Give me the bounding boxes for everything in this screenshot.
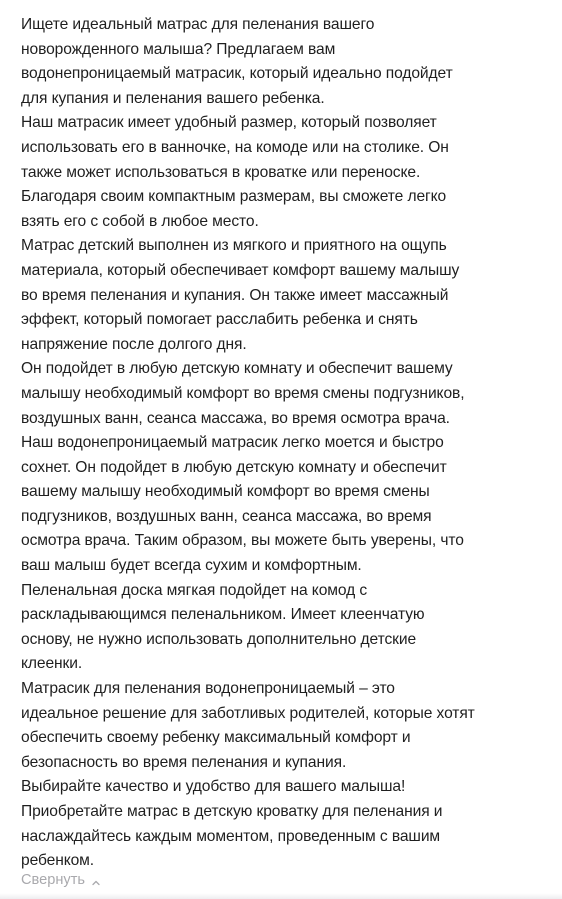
description-line: Благодаря своим компактным размерам, вы сможете легко bbox=[21, 188, 447, 206]
description-line: основу, не нужно использовать дополнительно детские bbox=[21, 630, 417, 648]
description-line: малышу необходимый комфорт во время смены подгузников, bbox=[21, 384, 465, 402]
description-line: Наш матрасик имеет удобный размер, который позволяет bbox=[21, 114, 437, 132]
description-line: Наш водонепроницаемый матрасик легко моется и быстро bbox=[21, 434, 444, 452]
description-line: ребенком. bbox=[21, 852, 95, 870]
description-line: также может использоваться в кроватке или переноске. bbox=[21, 163, 421, 181]
product-description bbox=[21, 13, 556, 874]
collapse-label: Свернуть bbox=[21, 872, 86, 888]
description-line: наслаждайтесь каждым моментом, проведенным с вашим bbox=[21, 827, 441, 845]
description-line: клеенки. bbox=[21, 655, 83, 673]
description-line: Приобретайте матрас в детскую кроватку для пеленания и bbox=[21, 803, 443, 820]
description-line: новорожденного малыша? Предлагаем вам bbox=[21, 40, 336, 58]
description-line: во время пеленания и купания. Он также имеет массажный bbox=[21, 286, 449, 304]
description-line: идеальное решение для заботливых родителей, которые хотят bbox=[21, 704, 475, 722]
description-line: Матрас детский выполнен из мягкого и приятного на ощупь bbox=[21, 237, 447, 255]
description-line: Ищете идеальный матрас для пеленания вашего bbox=[21, 16, 375, 33]
description-line: ваш малыш будет всегда сухим и комфортным. bbox=[21, 557, 362, 575]
description-line: безопасность во время пеленания и купания. bbox=[21, 753, 347, 771]
chevron-up-icon bbox=[91, 875, 101, 885]
description-line: сохнет. Он подойдет в любую детскую комнату и обеспечит bbox=[21, 458, 447, 476]
bottom-fade bbox=[0, 893, 562, 899]
description-line: обеспечить своему ребенку максимальный комфорт и bbox=[21, 729, 411, 747]
description-line: материала, который обеспечивает комфорт вашему малышу bbox=[21, 261, 460, 279]
description-line: осмотра врача. Таким образом, вы можете быть уверены, что bbox=[21, 532, 464, 550]
description-line: Пеленальная доска мягкая подойдет на комод с bbox=[21, 581, 368, 599]
description-line: раскладывающимся пеленальником. Имеет клеенчатую bbox=[21, 606, 425, 624]
description-line: Выбирайте качество и удобство для вашего малыша! bbox=[21, 778, 406, 796]
description-line: воздушных ванн, сеанса массажа, во время осмотра врача. bbox=[21, 409, 450, 427]
description-line: Матрасик для пеленания водонепроницаемый – это bbox=[21, 680, 395, 698]
description-line: эффект, который помогает расслабить ребенка и снять bbox=[21, 311, 418, 329]
description-line: вашему малышу необходимый комфорт во время смены bbox=[21, 483, 430, 501]
description-line: для купания и пеленания вашего ребенка. bbox=[21, 89, 325, 107]
description-line: водонепроницаемый матрасик, который идеально подойдет bbox=[21, 65, 453, 83]
description-line: подгузников, воздушных ванн, сеанса массажа, во время bbox=[21, 507, 432, 525]
description-line: взять его с собой в любое место. bbox=[21, 212, 259, 230]
collapse-button[interactable] bbox=[21, 872, 101, 888]
description-line: напряжение после долгого дня. bbox=[21, 335, 247, 353]
description-line: использовать его в ванночке, на комоде или на столике. Он bbox=[21, 138, 449, 156]
description-line: Он подойдет в любую детскую комнату и обеспечит вашему bbox=[21, 360, 453, 378]
